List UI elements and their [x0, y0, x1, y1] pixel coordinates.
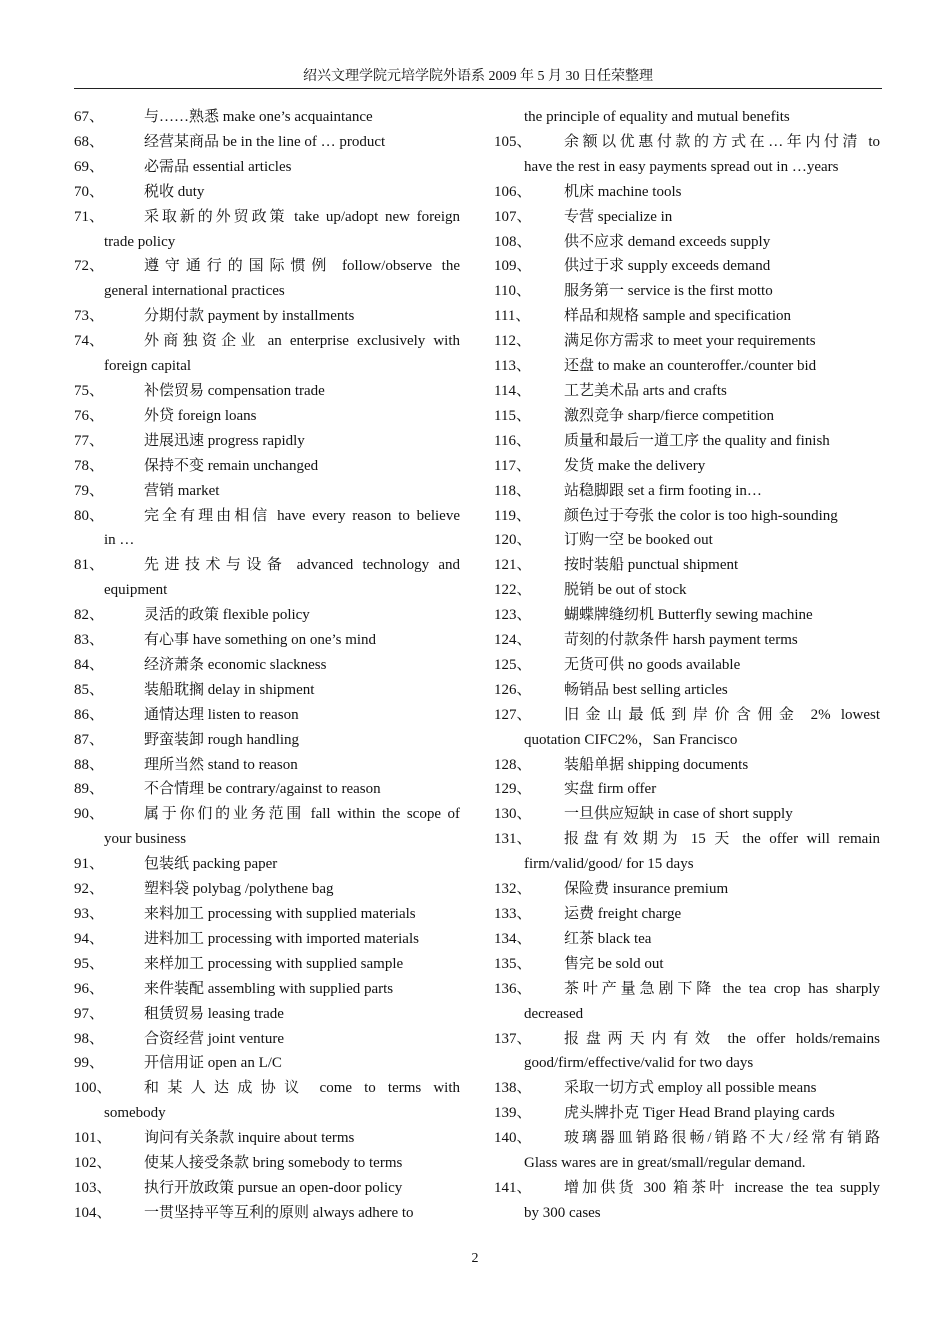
vocab-entry — [494, 877, 880, 902]
entry-text: 颜色过于夸张 the color is too high-sounding — [564, 507, 838, 524]
vocab-entry — [74, 404, 460, 429]
vocab-entry — [74, 1076, 460, 1101]
entry-text: 税收 duty — [144, 183, 205, 200]
entry-text: 询问有关条款 inquire about terms — [144, 1130, 355, 1147]
vocab-entry — [494, 479, 880, 504]
entry-number: 90、 — [74, 806, 105, 823]
entry-number: 82、 — [74, 607, 105, 624]
vocab-entry — [74, 977, 460, 1002]
entry-text: 激烈竞争 sharp/fierce competition — [564, 407, 774, 424]
vocab-entry-continued — [74, 1101, 460, 1126]
vocab-entry-continued — [74, 230, 460, 255]
vocab-entry — [494, 1076, 880, 1101]
entry-text: 分期付款 payment by installments — [144, 308, 355, 325]
entry-number: 105、 — [494, 133, 532, 150]
entry-number: 111、 — [494, 308, 531, 325]
vocab-entry-continued — [494, 1002, 880, 1027]
vocab-entry — [494, 927, 880, 952]
entry-text: 开信用证 open an L/C — [144, 1055, 282, 1072]
vocab-entry — [494, 1176, 880, 1201]
vocab-entry — [494, 504, 880, 529]
entry-number: 96、 — [74, 980, 105, 997]
entry-text: 售完 be sold out — [564, 955, 664, 972]
entry-text: 一贯坚持平等互利的原则 always adhere to — [144, 1204, 414, 1221]
entry-text: 脱销 be out of stock — [564, 582, 687, 599]
vocab-entry — [494, 379, 880, 404]
entry-text: 装船耽搁 delay in shipment — [144, 681, 315, 698]
entry-text: 订购一空 be booked out — [564, 532, 713, 549]
entry-text: 合资经营 joint venture — [144, 1030, 284, 1047]
entry-text: 玻璃器皿销路很畅/销路不大/经常有销路 — [564, 1130, 880, 1147]
entry-text: 来料加工 processing with supplied materials — [144, 906, 416, 922]
entry-text: 外贷 foreign loans — [144, 407, 257, 424]
vocab-entry — [74, 603, 460, 628]
entry-text: 进展迅速 progress rapidly — [144, 432, 305, 449]
entry-text: 供过于求 supply exceeds demand — [564, 258, 771, 275]
entry-number: 135、 — [494, 955, 532, 972]
vocab-entry-continued — [494, 155, 880, 180]
vocab-entry — [74, 703, 460, 728]
entry-number: 133、 — [494, 906, 532, 922]
vocab-entry — [494, 753, 880, 778]
entry-number: 86、 — [74, 706, 105, 723]
entry-text-continued: foreign capital — [104, 358, 192, 375]
entry-number: 89、 — [74, 781, 105, 798]
vocab-entry — [494, 678, 880, 703]
entry-text-continued: firm/valid/good/ for 15 days — [524, 856, 694, 873]
entry-number: 79、 — [74, 482, 105, 499]
entry-text: 专营 specialize in — [564, 208, 673, 225]
vocab-entry — [74, 678, 460, 703]
entry-text: 野蛮装卸 rough handling — [144, 731, 299, 748]
entry-number: 88、 — [74, 756, 105, 773]
entry-text: 装船单据 shipping documents — [564, 756, 749, 773]
vocab-entry — [74, 1027, 460, 1052]
entry-text: 机床 machine tools — [564, 183, 682, 200]
vocab-entry — [494, 1101, 880, 1126]
entry-number: 131、 — [494, 831, 532, 848]
entry-text: 经营某商品 be in the line of … product — [144, 133, 386, 150]
entry-text: 余额以优惠付款的方式在…年内付清 to — [564, 133, 880, 150]
entry-text: 旧金山最低到岸价含佣金 2% lowest — [564, 706, 880, 723]
entry-number: 112、 — [494, 333, 531, 350]
entry-number: 114、 — [494, 382, 531, 399]
vocab-entry — [494, 304, 880, 329]
entry-text: 虎头牌扑克 Tiger Head Brand playing cards — [564, 1105, 835, 1122]
vocab-entry — [494, 180, 880, 205]
vocab-entry — [74, 802, 460, 827]
vocab-entry — [74, 927, 460, 952]
entry-text: 采取一切方式 employ all possible means — [564, 1080, 817, 1097]
entry-number: 104、 — [74, 1204, 112, 1221]
entry-text-continued: your business — [104, 831, 187, 848]
entry-number: 140、 — [494, 1130, 532, 1147]
entry-text: 包装纸 packing paper — [144, 856, 278, 873]
entry-number: 125、 — [494, 656, 532, 673]
entry-number: 77、 — [74, 432, 105, 449]
entry-number: 127、 — [494, 706, 532, 723]
entry-number: 134、 — [494, 930, 532, 947]
entry-number: 99、 — [74, 1055, 105, 1072]
vocab-entry — [494, 802, 880, 827]
entry-number: 70、 — [74, 183, 105, 200]
entry-number: 100、 — [74, 1080, 112, 1097]
vocab-entry — [74, 254, 460, 279]
entry-number: 101、 — [74, 1130, 112, 1147]
entry-text: 满足你方需求 to meet your requirements — [564, 333, 816, 350]
entry-text: 来样加工 processing with supplied sample — [144, 955, 404, 972]
vocab-entry — [74, 628, 460, 653]
entry-text: 来件装配 assembling with supplied parts — [144, 980, 394, 997]
vocab-entry — [494, 603, 880, 628]
entry-text: 畅销品 best selling articles — [564, 681, 728, 698]
vocab-entry — [74, 1126, 460, 1151]
entry-number: 78、 — [74, 457, 105, 474]
vocab-entry — [74, 304, 460, 329]
entry-number: 75、 — [74, 382, 105, 399]
entry-number: 69、 — [74, 158, 105, 175]
entry-number: 76、 — [74, 407, 105, 424]
vocab-entry — [494, 553, 880, 578]
vocab-entry — [494, 205, 880, 230]
entry-text-continued: good/firm/effective/valid for two days — [524, 1055, 754, 1072]
vocab-entry — [494, 354, 880, 379]
entry-number: 91、 — [74, 856, 105, 873]
continuation-line — [494, 105, 880, 130]
entry-number: 110、 — [494, 283, 531, 300]
entry-number: 123、 — [494, 607, 532, 624]
entry-number: 139、 — [494, 1105, 532, 1122]
entry-text: 营销 market — [144, 482, 220, 499]
entry-number: 102、 — [74, 1155, 112, 1172]
entry-text-continued: by 300 cases — [524, 1204, 601, 1221]
entry-number: 121、 — [494, 557, 532, 574]
entry-number: 108、 — [494, 233, 532, 250]
entry-text: 无货可供 no goods available — [564, 656, 741, 673]
entry-number: 67、 — [74, 109, 105, 125]
vocab-entry — [74, 952, 460, 977]
entry-text: 进料加工 processing with imported materials — [144, 930, 419, 947]
vocab-entry — [74, 155, 460, 180]
entry-text: 蝴蝶牌缝纫机 Butterfly sewing machine — [564, 607, 813, 624]
vocab-entry — [494, 653, 880, 678]
vocab-entry — [494, 1126, 880, 1151]
continuation-text: the principle of equality and mutual benefits — [524, 109, 790, 125]
entry-number: 87、 — [74, 731, 105, 748]
entry-number: 74、 — [74, 333, 105, 350]
vocab-entry — [74, 753, 460, 778]
entry-text-continued: decreased — [524, 1005, 584, 1022]
entry-text: 工艺美术品 arts and crafts — [564, 382, 727, 399]
entry-number: 115、 — [494, 407, 531, 424]
vocab-entry — [494, 329, 880, 354]
entry-number: 81、 — [74, 557, 105, 574]
entry-text: 属于你们的业务范围 fall within the scope of — [144, 806, 460, 823]
entry-number: 107、 — [494, 208, 532, 225]
entry-text: 完全有理由相信 have every reason to believe — [144, 507, 460, 524]
entry-text: 茶叶产量急剧下降 the tea crop has sharply — [564, 980, 880, 997]
vocab-entry — [494, 130, 880, 155]
entry-number: 92、 — [74, 881, 105, 898]
entry-text: 必需品 essential articles — [144, 158, 292, 175]
entry-text: 站稳脚跟 set a firm footing in… — [564, 482, 762, 499]
entry-number: 72、 — [74, 258, 105, 275]
entry-text: 发货 make the delivery — [564, 457, 706, 474]
entry-number: 136、 — [494, 980, 532, 997]
entry-text: 实盘 firm offer — [564, 781, 657, 798]
entry-text: 保险费 insurance premium — [564, 881, 729, 898]
entry-number: 84、 — [74, 656, 105, 673]
entry-text: 供不应求 demand exceeds supply — [564, 233, 771, 250]
vocab-entry-continued — [494, 728, 880, 753]
entry-text: 有心事 have something on one’s mind — [144, 632, 377, 649]
vocab-entry — [74, 180, 460, 205]
vocab-entry — [494, 404, 880, 429]
vocab-entry-continued — [74, 279, 460, 304]
vocab-entry — [494, 254, 880, 279]
entry-text-continued: trade policy — [104, 233, 176, 250]
entry-text: 保持不变 remain unchanged — [144, 457, 319, 474]
entry-number: 130、 — [494, 806, 532, 823]
vocab-entry — [74, 105, 460, 130]
entry-number: 95、 — [74, 955, 105, 972]
entry-text: 还盘 to make an counteroffer./counter bid — [564, 358, 817, 375]
entry-number: 113、 — [494, 358, 531, 375]
entry-text: 塑料袋 polybag /polythene bag — [144, 881, 334, 898]
entry-number: 138、 — [494, 1080, 532, 1097]
vocab-entry — [74, 379, 460, 404]
entry-number: 132、 — [494, 881, 532, 898]
entry-text: 经济萧条 economic slackness — [144, 656, 327, 673]
entry-text-continued: quotation CIFC2%，San Francisco — [524, 731, 738, 748]
entry-text-continued: somebody — [104, 1105, 166, 1122]
vocab-entry — [74, 653, 460, 678]
entry-text: 补偿贸易 compensation trade — [144, 382, 325, 399]
entry-text: 理所当然 stand to reason — [144, 756, 298, 773]
entry-text: 一旦供应短缺 in case of short supply — [564, 806, 793, 823]
entry-number: 120、 — [494, 532, 532, 549]
vocab-entry — [74, 852, 460, 877]
entry-text: 运费 freight charge — [564, 906, 682, 922]
entry-number: 103、 — [74, 1179, 112, 1196]
entry-text-continued: Glass wares are in great/small/regular demand. — [524, 1155, 806, 1172]
entry-text: 使某人接受条款 bring somebody to terms — [144, 1155, 403, 1172]
vocab-entry — [74, 1051, 460, 1076]
entry-text: 通情达理 listen to reason — [144, 706, 299, 723]
entry-number: 126、 — [494, 681, 532, 698]
entry-number: 80、 — [74, 507, 105, 524]
entry-text: 采取新的外贸政策 take up/adopt new foreign — [144, 208, 460, 225]
vocab-entry — [74, 479, 460, 504]
entry-number: 98、 — [74, 1030, 105, 1047]
vocab-entry — [74, 130, 460, 155]
left-column — [74, 105, 460, 1226]
entry-text-continued: have the rest in easy payments spread out in …years — [524, 158, 839, 175]
entry-number: 71、 — [74, 208, 105, 225]
entry-number: 93、 — [74, 906, 105, 922]
vocab-entry — [494, 902, 880, 927]
vocab-entry — [74, 902, 460, 927]
entry-text: 不合情理 be contrary/against to reason — [144, 781, 381, 798]
entry-number: 118、 — [494, 482, 531, 499]
entry-text: 红茶 black tea — [564, 930, 652, 947]
entry-text-continued: general international practices — [104, 283, 285, 300]
vocab-entry — [494, 578, 880, 603]
entry-text: 先进技术与设备 advanced technology and — [144, 557, 460, 574]
entry-number: 68、 — [74, 133, 105, 150]
entry-number: 128、 — [494, 756, 532, 773]
entry-number: 122、 — [494, 582, 532, 599]
vocab-entry — [494, 827, 880, 852]
entry-text: 和某人达成协议 come to terms with — [144, 1080, 460, 1097]
entry-number: 117、 — [494, 457, 531, 474]
entry-text: 增加供货 300 箱茶叶 increase the tea supply — [564, 1179, 880, 1196]
vocab-entry — [494, 230, 880, 255]
entry-text: 执行开放政策 pursue an open-door policy — [144, 1179, 403, 1196]
entry-number: 109、 — [494, 258, 532, 275]
entry-text: 报盘两天内有效 the offer holds/remains — [564, 1030, 880, 1047]
page-header — [74, 66, 882, 89]
vocab-entry — [494, 977, 880, 1002]
vocab-entry-continued — [494, 852, 880, 877]
right-column — [494, 105, 880, 1226]
entry-text-continued: equipment — [104, 582, 168, 599]
vocab-entry-continued — [74, 827, 460, 852]
entry-text: 服务第一 service is the first motto — [564, 283, 773, 300]
entry-number: 116、 — [494, 432, 531, 449]
entry-text: 灵活的政策 flexible policy — [144, 607, 310, 624]
vocab-entry — [74, 429, 460, 454]
vocab-entry-continued — [494, 1051, 880, 1076]
header-text: 绍兴文理学院元培学院外语系 2009 年 5 月 30 日任荣整理 — [303, 69, 653, 84]
entry-text: 外商独资企业 an enterprise exclusively with — [144, 333, 460, 350]
vocab-entry — [74, 1002, 460, 1027]
entry-text: 遵守通行的国际惯例 follow/observe the — [144, 258, 460, 275]
vocab-entry — [74, 1151, 460, 1176]
vocab-entry — [74, 205, 460, 230]
entry-number: 129、 — [494, 781, 532, 798]
vocab-entry-continued — [494, 1151, 880, 1176]
entry-number: 137、 — [494, 1030, 532, 1047]
vocab-entry — [494, 454, 880, 479]
vocab-entry — [494, 628, 880, 653]
entry-number: 85、 — [74, 681, 105, 698]
vocab-entry — [494, 429, 880, 454]
entry-number: 97、 — [74, 1005, 105, 1022]
entry-number: 141、 — [494, 1179, 532, 1196]
entry-number: 94、 — [74, 930, 105, 947]
entry-text: 报盘有效期为 15 天 the offer will remain — [564, 831, 880, 848]
vocab-entry — [74, 1176, 460, 1201]
vocab-entry — [74, 777, 460, 802]
entry-text: 按时装船 punctual shipment — [564, 557, 739, 574]
vocab-entry — [74, 553, 460, 578]
vocab-entry-continued — [494, 1201, 880, 1226]
vocab-entry — [494, 528, 880, 553]
entry-number: 124、 — [494, 632, 532, 649]
entry-text: 样品和规格 sample and specification — [564, 308, 792, 325]
vocab-entry — [74, 504, 460, 529]
entry-number: 119、 — [494, 507, 531, 524]
vocab-entry — [74, 1201, 460, 1226]
vocab-entry — [494, 703, 880, 728]
vocab-entry-continued — [74, 578, 460, 603]
vocab-entry — [494, 952, 880, 977]
vocab-entry-continued — [74, 354, 460, 379]
entry-number: 83、 — [74, 632, 105, 649]
entry-text: 租赁贸易 leasing trade — [144, 1005, 284, 1022]
vocab-entry — [74, 877, 460, 902]
entry-text: 质量和最后一道工序 the quality and finish — [564, 432, 830, 449]
entry-text: 与……熟悉 make one’s acquaintance — [144, 109, 373, 125]
vocab-entry-continued — [74, 528, 460, 553]
vocab-entry — [494, 279, 880, 304]
entry-text: 苛刻的付款条件 harsh payment terms — [564, 632, 798, 649]
page-number: 2 — [471, 1251, 479, 1266]
vocab-entry — [74, 454, 460, 479]
entry-text-continued: in … — [104, 532, 135, 549]
entry-number: 106、 — [494, 183, 532, 200]
vocab-entry — [494, 777, 880, 802]
vocab-entry — [74, 728, 460, 753]
vocab-entry — [494, 1027, 880, 1052]
entry-number: 73、 — [74, 308, 105, 325]
vocab-entry — [74, 329, 460, 354]
